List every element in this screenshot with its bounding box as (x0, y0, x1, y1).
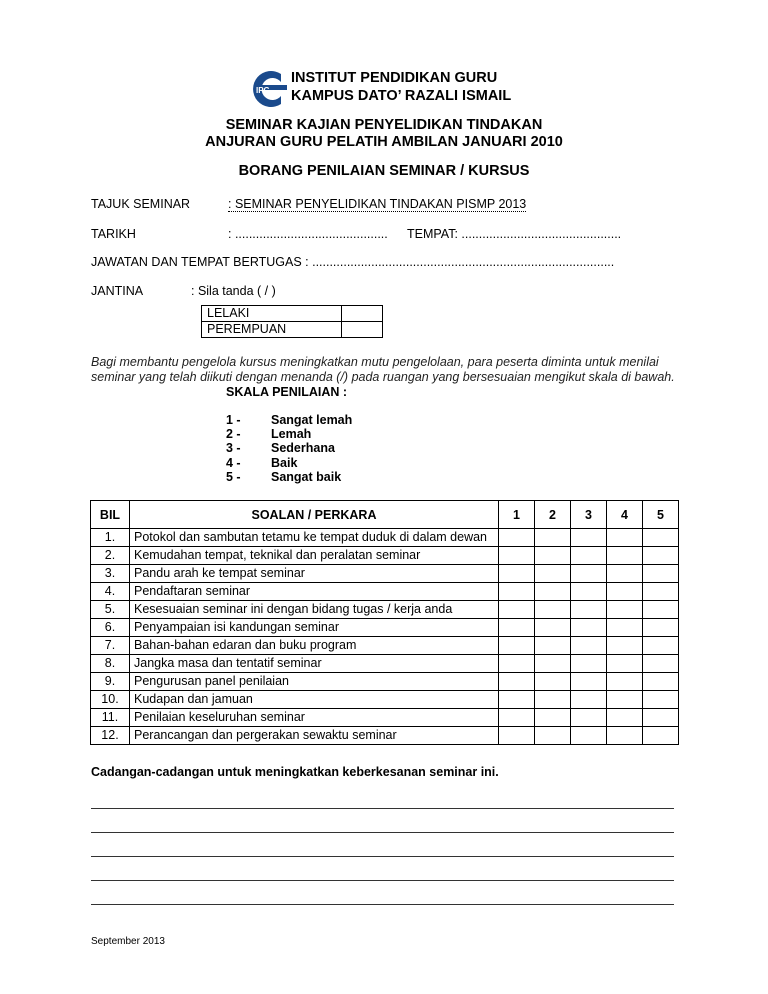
score-cell[interactable] (643, 565, 679, 583)
score-cell[interactable] (535, 619, 571, 637)
score-cell[interactable] (571, 637, 607, 655)
score-cell[interactable] (571, 727, 607, 745)
score-cell[interactable] (643, 709, 679, 727)
row-number: 10. (91, 691, 130, 709)
score-cell[interactable] (535, 691, 571, 709)
row-number: 1. (91, 529, 130, 547)
row-question: Perancangan dan pergerakan sewaktu seminar (130, 727, 499, 745)
table-row (91, 727, 679, 745)
row-number: 12. (91, 727, 130, 745)
score-cell[interactable] (571, 583, 607, 601)
table-row (91, 673, 679, 691)
suggestions-title: Cadangan-cadangan untuk meningkatkan keberkesanan seminar ini. (91, 765, 499, 779)
score-cell[interactable] (499, 673, 535, 691)
suggestion-line[interactable] (91, 856, 674, 857)
score-cell[interactable] (535, 637, 571, 655)
gender-checkbox-lelaki[interactable] (342, 306, 383, 322)
footer-date: September 2013 (91, 936, 165, 947)
suggestion-line[interactable] (91, 808, 674, 809)
score-cell[interactable] (643, 547, 679, 565)
table-row (91, 637, 679, 655)
scale-num: 1 - (226, 413, 241, 427)
jantina-note: : Sila tanda ( / ) (191, 284, 276, 298)
tajuk-label: TAJUK SEMINAR (91, 197, 191, 211)
scale-label: Sangat lemah (271, 413, 353, 427)
header-score-2: 2 (535, 501, 571, 529)
row-question: Kesesuaian seminar ini dengan bidang tugas / kerja anda (130, 601, 499, 619)
gender-table (201, 305, 383, 338)
scale-num: 4 - (226, 456, 241, 470)
campus-name: KAMPUS DATO’ RAZALI ISMAIL (291, 88, 512, 104)
scale-title: SKALA PENILAIAN : (226, 385, 348, 399)
row-question: Pengurusan panel penilaian (130, 673, 499, 691)
row-number: 11. (91, 709, 130, 727)
score-cell[interactable] (535, 709, 571, 727)
row-number: 2. (91, 547, 130, 565)
row-number: 6. (91, 619, 130, 637)
scale-label: Lemah (271, 427, 312, 441)
score-cell[interactable] (499, 727, 535, 745)
score-cell[interactable] (535, 727, 571, 745)
seminar-title-line1: SEMINAR KAJIAN PENYELIDIKAN TINDAKAN (225, 117, 543, 133)
score-cell[interactable] (535, 655, 571, 673)
score-cell[interactable] (643, 655, 679, 673)
score-cell[interactable] (571, 691, 607, 709)
score-cell[interactable] (535, 601, 571, 619)
score-cell[interactable] (535, 583, 571, 601)
score-cell[interactable] (643, 691, 679, 709)
score-cell[interactable] (499, 709, 535, 727)
form-title: BORANG PENILAIAN SEMINAR / KURSUS (238, 163, 530, 179)
score-cell[interactable] (571, 655, 607, 673)
score-cell[interactable] (535, 529, 571, 547)
ipg-logo (247, 68, 287, 110)
row-number: 9. (91, 673, 130, 691)
score-cell[interactable] (499, 619, 535, 637)
suggestion-line[interactable] (91, 880, 674, 881)
gender-label: PEREMPUAN (202, 322, 342, 338)
gender-row-perempuan (202, 322, 383, 338)
score-cell[interactable] (535, 547, 571, 565)
score-cell[interactable] (607, 727, 643, 745)
scale-label: Sangat baik (271, 470, 342, 484)
table-row (91, 619, 679, 637)
scale-label: Baik (271, 456, 298, 470)
score-cell[interactable] (571, 709, 607, 727)
score-cell[interactable] (499, 637, 535, 655)
row-question: Potokol dan sambutan tetamu ke tempat duduk di dalam dewan (130, 529, 499, 547)
score-cell[interactable] (643, 727, 679, 745)
suggestion-line[interactable] (91, 904, 674, 905)
header-score-4: 4 (607, 501, 643, 529)
tarikh-field[interactable]: : ............................................ (228, 227, 388, 241)
scale-num: 3 - (226, 441, 241, 455)
evaluation-table (90, 500, 679, 745)
score-cell[interactable] (643, 601, 679, 619)
score-cell[interactable] (607, 673, 643, 691)
jantina-label: JANTINA (91, 284, 144, 298)
score-cell[interactable] (535, 673, 571, 691)
row-question: Jangka masa dan tentatif seminar (130, 655, 499, 673)
score-cell[interactable] (535, 565, 571, 583)
score-cell[interactable] (571, 601, 607, 619)
gender-label: LELAKI (202, 306, 342, 322)
scale-num: 5 - (226, 470, 241, 484)
gender-row-lelaki (202, 306, 383, 322)
score-cell[interactable] (499, 691, 535, 709)
row-question: Kemudahan tempat, teknikal dan peralatan seminar (130, 547, 499, 565)
score-cell[interactable] (607, 529, 643, 547)
tajuk-value: : SEMINAR PENYELIDIKAN TINDAKAN PISMP 2013 (228, 197, 527, 211)
intro-line1: Bagi membantu pengelola kursus meningkatkan mutu pengelolaan, para peserta diminta untuk menilai (91, 355, 659, 369)
tarikh-label: TARIKH (91, 227, 136, 241)
row-question: Pendaftaran seminar (130, 583, 499, 601)
table-header-row (91, 501, 679, 529)
header-score-5: 5 (643, 501, 679, 529)
row-question: Bahan-bahan edaran dan buku program (130, 637, 499, 655)
score-cell[interactable] (499, 529, 535, 547)
score-cell[interactable] (571, 673, 607, 691)
row-number: 8. (91, 655, 130, 673)
score-cell[interactable] (607, 709, 643, 727)
tempat-field[interactable]: TEMPAT: .............................................. (407, 227, 622, 241)
row-number: 7. (91, 637, 130, 655)
score-cell[interactable] (643, 529, 679, 547)
scale-num: 2 - (226, 427, 241, 441)
score-cell[interactable] (607, 637, 643, 655)
table-row (91, 565, 679, 583)
table-row (91, 709, 679, 727)
score-cell[interactable] (607, 565, 643, 583)
score-cell[interactable] (499, 601, 535, 619)
header-bil: BIL (91, 501, 130, 529)
score-cell[interactable] (499, 655, 535, 673)
score-cell[interactable] (607, 583, 643, 601)
score-cell[interactable] (499, 547, 535, 565)
logo-text: IPG (256, 86, 270, 95)
row-question: Kudapan dan jamuan (130, 691, 499, 709)
jawatan-field[interactable]: JAWATAN DAN TEMPAT BERTUGAS : ....................................................................................... (91, 255, 615, 269)
table-row (91, 655, 679, 673)
score-cell[interactable] (607, 547, 643, 565)
score-cell[interactable] (643, 583, 679, 601)
row-question: Penyampaian isi kandungan seminar (130, 619, 499, 637)
score-cell[interactable] (607, 619, 643, 637)
table-row (91, 691, 679, 709)
intro-line2: seminar yang telah diikuti dengan menanda (/) pada ruangan yang bersesuaian mengikut skala di bawah. (91, 370, 675, 384)
institute-name: INSTITUT PENDIDIKAN GURU (291, 70, 498, 86)
suggestion-line[interactable] (91, 832, 674, 833)
score-cell[interactable] (571, 529, 607, 547)
row-number: 4. (91, 583, 130, 601)
seminar-title-line2: ANJURAN GURU PELATIH AMBILAN JANUARI 2010 (205, 134, 563, 150)
score-cell[interactable] (607, 601, 643, 619)
score-cell[interactable] (571, 547, 607, 565)
scale-label: Sederhana (271, 441, 335, 455)
row-question: Pandu arah ke tempat seminar (130, 565, 499, 583)
gender-checkbox-perempuan[interactable] (342, 322, 383, 338)
score-cell[interactable] (643, 673, 679, 691)
score-cell[interactable] (571, 619, 607, 637)
row-number: 3. (91, 565, 130, 583)
header-soalan: SOALAN / PERKARA (130, 501, 499, 529)
score-cell[interactable] (607, 691, 643, 709)
table-row (91, 583, 679, 601)
score-cell[interactable] (643, 637, 679, 655)
table-row (91, 529, 679, 547)
score-cell[interactable] (499, 565, 535, 583)
table-row (91, 547, 679, 565)
row-number: 5. (91, 601, 130, 619)
score-cell[interactable] (499, 583, 535, 601)
row-question: Penilaian keseluruhan seminar (130, 709, 499, 727)
score-cell[interactable] (607, 655, 643, 673)
table-row (91, 601, 679, 619)
header-score-3: 3 (571, 501, 607, 529)
header-score-1: 1 (499, 501, 535, 529)
score-cell[interactable] (571, 565, 607, 583)
score-cell[interactable] (643, 619, 679, 637)
